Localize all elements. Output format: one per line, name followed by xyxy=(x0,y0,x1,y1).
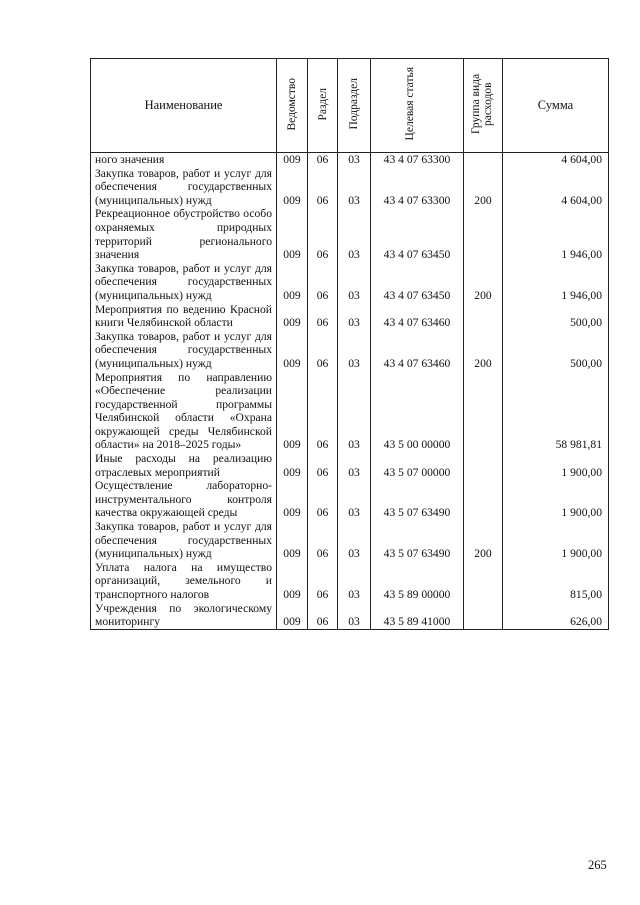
row-target-article: 43 4 07 63450 xyxy=(371,262,464,303)
row-subsection: 03 xyxy=(338,452,371,479)
row-department: 009 xyxy=(277,602,308,630)
row-target-article: 43 4 07 63460 xyxy=(371,303,464,330)
row-name: Закупка товаров, работ и услуг для обеспечения государственных (муниципальных) нужд xyxy=(91,167,277,208)
row-department: 009 xyxy=(277,330,308,371)
row-expense-group: 200 xyxy=(464,167,503,208)
row-subsection: 03 xyxy=(338,479,371,520)
row-amount: 1 946,00 xyxy=(503,207,609,261)
row-department: 009 xyxy=(277,167,308,208)
row-expense-group xyxy=(464,602,503,630)
row-department: 009 xyxy=(277,479,308,520)
row-target-article: 43 5 89 00000 xyxy=(371,561,464,602)
row-expense-group xyxy=(464,452,503,479)
row-expense-group: 200 xyxy=(464,520,503,561)
row-section: 06 xyxy=(308,303,338,330)
row-name: Закупка товаров, работ и услуг для обеспечения государственных (муниципальных) нужд xyxy=(91,262,277,303)
row-amount: 1 900,00 xyxy=(503,452,609,479)
table-row xyxy=(91,452,609,479)
row-department: 009 xyxy=(277,262,308,303)
header-amount: Сумма xyxy=(503,59,609,153)
row-amount: 815,00 xyxy=(503,561,609,602)
page-number: 265 xyxy=(588,858,607,872)
row-target-article: 43 4 07 63300 xyxy=(371,167,464,208)
row-subsection: 03 xyxy=(338,561,371,602)
row-subsection: 03 xyxy=(338,207,371,261)
row-department: 009 xyxy=(277,371,308,453)
row-expense-group: 200 xyxy=(464,262,503,303)
table-row xyxy=(91,207,609,261)
row-expense-group xyxy=(464,479,503,520)
header-department: Ведомство xyxy=(277,59,308,153)
row-section: 06 xyxy=(308,207,338,261)
row-subsection: 03 xyxy=(338,262,371,303)
row-subsection: 03 xyxy=(338,371,371,453)
row-section: 06 xyxy=(308,602,338,630)
row-name: Осуществление лабораторно-инструментального контроля качества окружающей среды xyxy=(91,479,277,520)
row-subsection: 03 xyxy=(338,167,371,208)
row-expense-group xyxy=(464,207,503,261)
row-amount: 500,00 xyxy=(503,330,609,371)
table-row xyxy=(91,330,609,371)
row-target-article: 43 5 00 00000 xyxy=(371,371,464,453)
row-subsection: 03 xyxy=(338,520,371,561)
row-name: Иные расходы на реализацию отраслевых мероприятий xyxy=(91,452,277,479)
row-name: Рекреационное обустройство особо охраняемых природных территорий регионального значения xyxy=(91,207,277,261)
row-target-article: 43 4 07 63460 xyxy=(371,330,464,371)
row-department: 009 xyxy=(277,207,308,261)
row-section: 06 xyxy=(308,262,338,303)
header-target-article: Целевая статья xyxy=(371,59,464,153)
row-name: Закупка товаров, работ и услуг для обеспечения государственных (муниципальных) нужд xyxy=(91,330,277,371)
header-name: Наименование xyxy=(91,59,277,153)
header-expense-group: Группа вида расходов xyxy=(464,59,503,153)
row-subsection: 03 xyxy=(338,602,371,630)
table-row xyxy=(91,561,609,602)
row-expense-group xyxy=(464,153,503,167)
row-target-article: 43 5 07 00000 xyxy=(371,452,464,479)
row-name: ного значения xyxy=(91,153,277,167)
row-section: 06 xyxy=(308,479,338,520)
row-name: Мероприятия по направлению «Обеспечение реализации государственной программы Челябинской области «Охрана окружающей среды Челябинской области» на 2018–2025 годы» xyxy=(91,371,277,453)
row-expense-group: 200 xyxy=(464,330,503,371)
row-department: 009 xyxy=(277,520,308,561)
header-section: Раздел xyxy=(308,59,338,153)
row-amount: 1 900,00 xyxy=(503,520,609,561)
row-amount: 4 604,00 xyxy=(503,167,609,208)
table-row xyxy=(91,602,609,630)
row-amount: 1 900,00 xyxy=(503,479,609,520)
row-amount: 1 946,00 xyxy=(503,262,609,303)
row-section: 06 xyxy=(308,452,338,479)
row-name: Закупка товаров, работ и услуг для обеспечения государственных (муниципальных) нужд xyxy=(91,520,277,561)
row-name: Уплата налога на имущество организаций, земельного и транспортного налогов xyxy=(91,561,277,602)
row-amount: 626,00 xyxy=(503,602,609,630)
row-department: 009 xyxy=(277,561,308,602)
budget-table-container xyxy=(90,58,608,630)
row-amount: 4 604,00 xyxy=(503,153,609,167)
row-name: Учреждения по экологическому мониторингу xyxy=(91,602,277,630)
table-row xyxy=(91,303,609,330)
row-amount: 58 981,81 xyxy=(503,371,609,453)
header-subsection: Подраздел xyxy=(338,59,371,153)
row-section: 06 xyxy=(308,520,338,561)
row-section: 06 xyxy=(308,153,338,167)
budget-table xyxy=(90,58,609,630)
row-section: 06 xyxy=(308,330,338,371)
table-row xyxy=(91,479,609,520)
table-row xyxy=(91,153,609,167)
row-department: 009 xyxy=(277,303,308,330)
row-section: 06 xyxy=(308,167,338,208)
row-target-article: 43 4 07 63300 xyxy=(371,153,464,167)
table-header-row xyxy=(91,59,609,153)
row-expense-group xyxy=(464,561,503,602)
row-name: Мероприятия по ведению Красной книги Челябинской области xyxy=(91,303,277,330)
row-department: 009 xyxy=(277,452,308,479)
table-row xyxy=(91,262,609,303)
table-row xyxy=(91,371,609,453)
row-expense-group xyxy=(464,371,503,453)
row-subsection: 03 xyxy=(338,303,371,330)
row-section: 06 xyxy=(308,561,338,602)
row-department: 009 xyxy=(277,153,308,167)
table-row xyxy=(91,167,609,208)
row-subsection: 03 xyxy=(338,330,371,371)
row-subsection: 03 xyxy=(338,153,371,167)
row-target-article: 43 5 07 63490 xyxy=(371,479,464,520)
row-amount: 500,00 xyxy=(503,303,609,330)
row-target-article: 43 5 89 41000 xyxy=(371,602,464,630)
row-section: 06 xyxy=(308,371,338,453)
table-row xyxy=(91,520,609,561)
row-target-article: 43 5 07 63490 xyxy=(371,520,464,561)
table-body xyxy=(91,153,609,630)
row-target-article: 43 4 07 63450 xyxy=(371,207,464,261)
row-expense-group xyxy=(464,303,503,330)
